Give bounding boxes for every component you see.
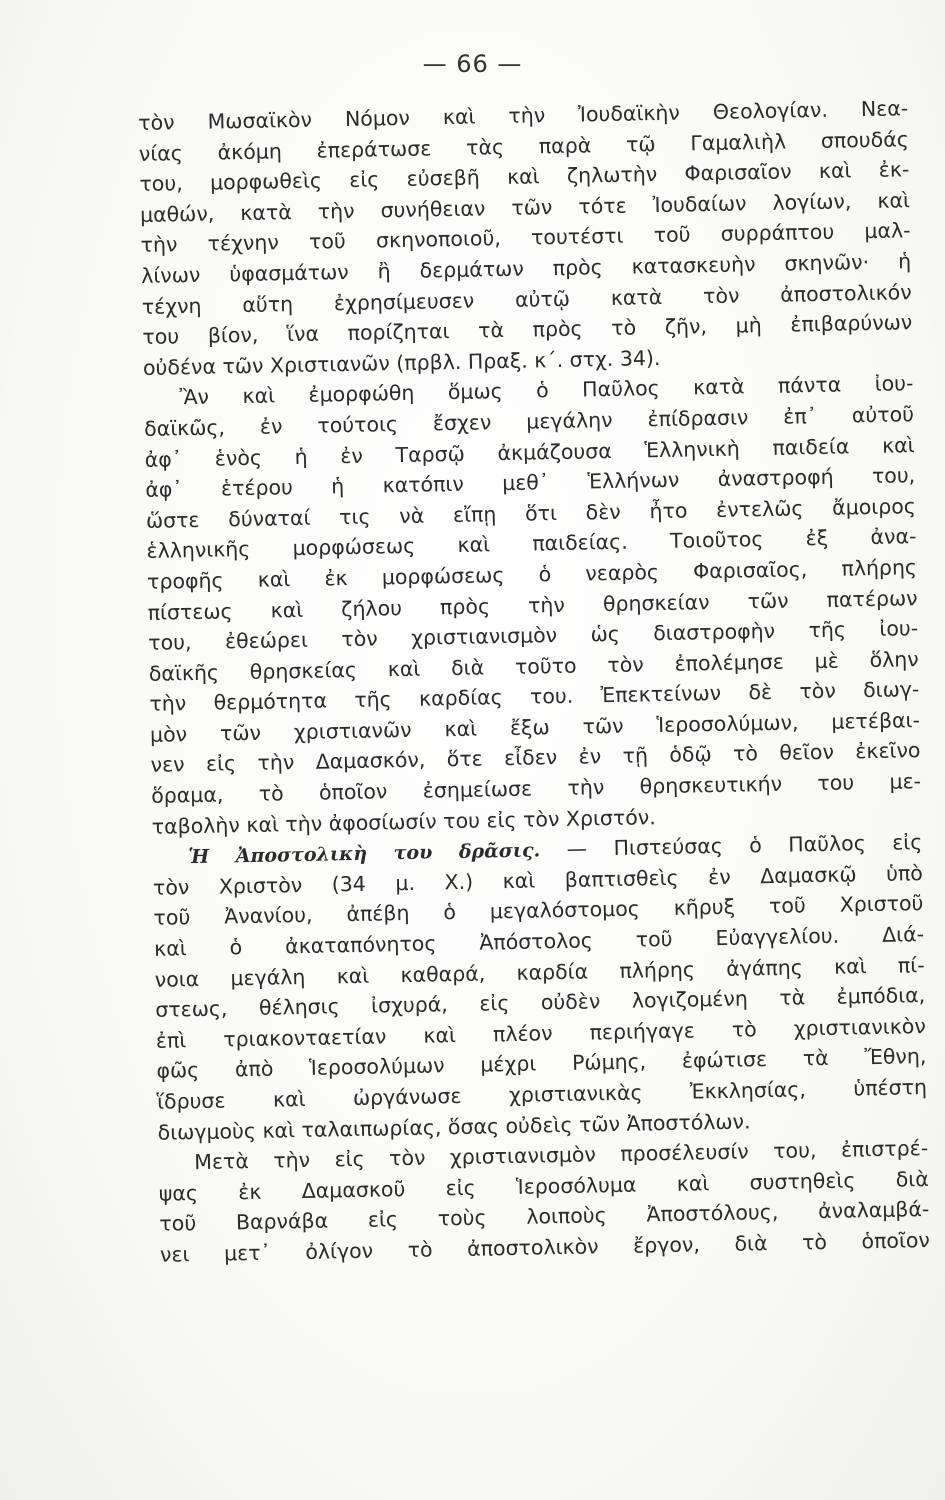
line-text: φῶς ἀπὸ Ἱεροσολύμων μέχρι Ρώμης, ἐφώτισε τὰ Ἔθνη,: [156, 1044, 927, 1084]
body-text: [138, 93, 930, 1270]
line-text: νοια μεγάλη καὶ καθαρά, καρδία πλήρης ἀγάπης καὶ πί-: [154, 952, 925, 992]
line-text: τοῦ Ἀνανίου, ἀπέβη ὁ μεγαλόστομος κῆρυξ τοῦ Χριστοῦ: [153, 891, 924, 931]
line-text: — Πιστεύσας ὁ Παῦλος εἰς: [566, 830, 923, 862]
line-text: ἵδρυσε καὶ ὠργάνωσε χριστιανικὰς Ἐκκλησίας, ὑπέστη: [156, 1075, 928, 1114]
page-number: — 66 —: [422, 50, 523, 78]
line-text: ὅραμα, τὸ ὁποῖον ἐσημείωσε τὴν θρησκευτικήν του με-: [150, 769, 922, 808]
line-text: ψας ἐκ Δαμασκοῦ εἰς Ἱεροσόλυμα καὶ συστηθεὶς διὰ: [158, 1166, 929, 1206]
line-text: ταβολὴν καὶ τὴν ἀφοσίωσίν του εἰς τὸν Χριστόν.: [151, 804, 656, 839]
line-text: καὶ ὁ ἀκαταπόνητος Ἀπόστολος τοῦ Εὐαγγελίου. Διά-: [153, 922, 925, 961]
line-text: δαϊκῶς, ἐν τούτοις ἔσχεν μεγάλην ἐπίδρασιν ἐπ᾽ αὐτοῦ: [143, 402, 915, 441]
line-text: ἀφ᾽ ἑνὸς ἡ ἐν Ταρσῷ ἀκμάζουσα Ἑλληνικὴ παιδεία καὶ: [144, 432, 915, 472]
line-text: Ἂν καὶ ἐμορφώθη ὅμως ὁ Παῦλος κατὰ πάντα ἰου-: [179, 371, 914, 410]
line-text: του, μορφωθεὶς εἰς εὐσεβῆ καὶ ζηλωτὴν Φαρισαῖον καὶ ἐκ-: [139, 157, 910, 197]
line-text: ἀφ᾽ ἑτέρου ἡ κατόπιν μεθ᾽ Ἑλλήνων ἀναστροφή του,: [145, 463, 916, 503]
line-text: λίνων ὑφασμάτων ἢ δερμάτων πρὸς κατασκευὴν σκηνῶν· ἡ: [140, 249, 912, 288]
line-text: μὸν τῶν χριστιανῶν καὶ ἔξω τῶν Ἱεροσολύμων, μετέβαι-: [149, 707, 921, 747]
line-text: νίας ἀκόμη ἐπεράτωσε τὰς παρὰ τῷ Γαμαλιὴλ σπουδάς: [138, 126, 909, 166]
line-text: του βίον, ἵνα πορίζηται τὰ πρὸς τὸ ζῆν, μὴ ἐπιβαρύνων: [142, 310, 913, 350]
line-text: Μετὰ τὴν εἰς τὸν χριστιανισμὸν προσέλευσίν του, ἐπιστρέ-: [194, 1136, 929, 1175]
line-text: τοῦ Βαρνάβα εἰς τοὺς λοιποὺς Ἀποστόλους, ἀναλαμβά-: [159, 1197, 930, 1237]
line-text: τὴν τέχνην τοῦ σκηνοποιοῦ, τουτέστι τοῦ συρράπτου μαλ-: [140, 218, 911, 258]
line-text: τὸν Χριστὸν (34 μ. Χ.) καὶ βαπτισθεὶς ἐν Δαμασκῷ ὑπὸ: [152, 860, 924, 900]
line-text: τὸν Μωσαϊκὸν Νόμον καὶ τὴν Ἰουδαϊκὴν Θεολογίαν. Νεα-: [138, 96, 909, 135]
line-text: μαθών, κατὰ τὴν συνήθειαν τῶν τότε Ἰουδαίων λογίων, καὶ: [139, 187, 911, 227]
line-text: νει μετ᾽ ὀλίγον τὸ ἀποστολικὸν ἔργον, διὰ τὸ ὁποῖον: [159, 1227, 931, 1267]
line-text: οὐδένα τῶν Χριστιανῶν (πρβλ. Πραξ. κ΄. στχ. 34).: [142, 345, 661, 380]
line-text: τέχνη αὕτη ἐχρησίμευσεν αὐτῷ κατὰ τὸν ἀποστολικόν: [141, 279, 912, 319]
line-text: στεως, θέλησις ἰσχυρά, εἰς οὐδὲν λογιζομένη τὰ ἐμπόδια,: [155, 983, 926, 1023]
line-text: ἐπὶ τριακονταετίαν καὶ πλέον περιήγαγε τὸ χριστιανικὸν: [155, 1013, 926, 1053]
line-text: νεν εἰς τὴν Δαμασκόν, ὅτε εἶδεν ἐν τῇ ὁδῷ τὸ θεῖον ἐκεῖνο: [150, 738, 921, 778]
line-text: δαϊκῆς θρησκείας καὶ διὰ τοῦτο τὸν ἐπολέμησε μὲ ὅλην: [148, 646, 919, 686]
line-text: ὥστε δύναταί τις νὰ εἴπῃ ὅτι δὲν ἦτο ἐντελῶς ἄμοιρος: [145, 493, 917, 533]
line-text: πίστεως καὶ ζήλου πρὸς τὴν θρησκείαν τῶν πατέρων: [147, 585, 918, 625]
line-text: ἑλληνικῆς μορφώσεως καὶ παιδείας. Τοιοῦτος ἐξ ἀνα-: [146, 524, 917, 564]
line-text: τὴν θερμότητα τῆς καρδίας του. Ἐπεκτείνων δὲ τὸν διωγ-: [149, 677, 920, 717]
line-text: του, ἐθεώρει τὸν χριστιανισμὸν ὡς διαστροφὴν τῆς ἰου-: [148, 616, 919, 655]
section-heading: Ἡ Ἀποστολικὴ του δρᾶσις.: [188, 839, 541, 869]
line-text: τροφῆς καὶ ἐκ μορφώσεως ὁ νεαρὸς Φαρισαῖος, πλήρης: [146, 555, 918, 594]
line-text: διωγμοὺς καὶ ταλαιπωρίας, ὅσας οὐδεὶς τῶν Ἀποστόλων.: [157, 1109, 751, 1145]
